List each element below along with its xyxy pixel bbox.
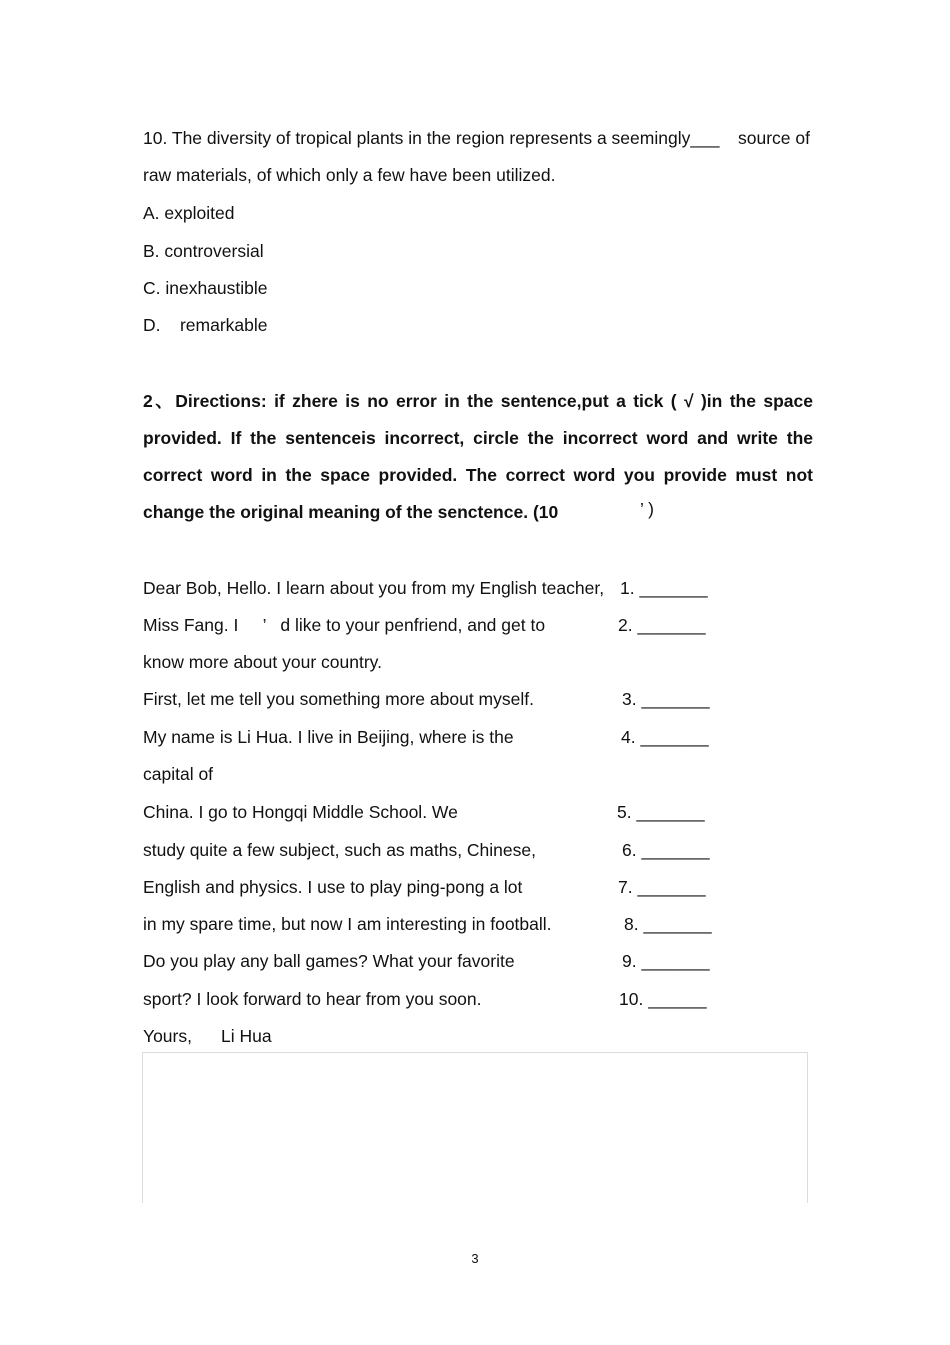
blank-6: 6. _______ — [622, 840, 710, 860]
letter-closing: Yours, — [143, 1026, 192, 1046]
blank-4: 4. _______ — [621, 727, 709, 747]
letter-line-4: First, let me tell you something more about myself. — [143, 689, 534, 709]
option-b: B. controversial — [143, 241, 264, 261]
letter-line-9: English and physics. I use to play ping-pong a lot — [143, 877, 523, 897]
question-10-stem-line1: 10. The diversity of tropical plants in the region represents a seemingly___ — [143, 128, 720, 148]
blank-2: 2. _______ — [618, 615, 706, 635]
blank-10: 10. ______ — [619, 989, 707, 1009]
directions-line3: correct word in the space provided. The correct word you provide must not — [143, 465, 813, 485]
directions-line1: 2、Directions: if zhere is no error in the sentence,put a tick ( √ )in the space — [143, 391, 813, 411]
letter-signature: Li Hua — [221, 1026, 272, 1046]
blank-1: 1. _______ — [620, 578, 708, 598]
letter-line-2: Miss Fang. I ’ d like to your penfriend, and get to — [143, 615, 546, 635]
directions-line4-tail: ’ ) — [640, 499, 654, 519]
letter-line-11: Do you play any ball games? What your favorite — [143, 951, 515, 971]
blank-3: 3. _______ — [622, 689, 710, 709]
answer-box — [142, 1052, 808, 1203]
blank-8: 8. _______ — [624, 914, 712, 934]
letter-line-6: capital of — [143, 764, 214, 784]
blank-9: 9. _______ — [622, 951, 710, 971]
letter-line-10: in my spare time, but now I am interesting in football. — [143, 914, 552, 934]
question-10-stem-line2: raw materials, of which only a few have been utilized. — [143, 165, 556, 185]
letter-line-8: study quite a few subject, such as maths, Chinese, — [143, 840, 536, 860]
letter-line-5: My name is Li Hua. I live in Beijing, where is the — [143, 727, 514, 747]
letter-line-3: know more about your country. — [143, 652, 382, 672]
blank-5: 5. _______ — [617, 802, 705, 822]
letter-line-12: sport? I look forward to hear from you soon. — [143, 989, 482, 1009]
blank-7: 7. _______ — [618, 877, 706, 897]
directions-line4: change the original meaning of the senctence. (10 — [143, 502, 559, 522]
option-d: D. remarkable — [143, 315, 268, 335]
page-number: 3 — [471, 1251, 479, 1266]
option-a: A. exploited — [143, 203, 235, 223]
letter-line-1: Dear Bob, Hello. I learn about you from my English teacher, — [143, 578, 605, 598]
directions-line2: provided. If the sentenceis incorrect, circle the incorrect word and write the — [143, 428, 813, 448]
question-10-stem-line1-end: source of — [738, 128, 810, 148]
option-c: C. inexhaustible — [143, 278, 268, 298]
letter-line-7: China. I go to Hongqi Middle School. We — [143, 802, 458, 822]
